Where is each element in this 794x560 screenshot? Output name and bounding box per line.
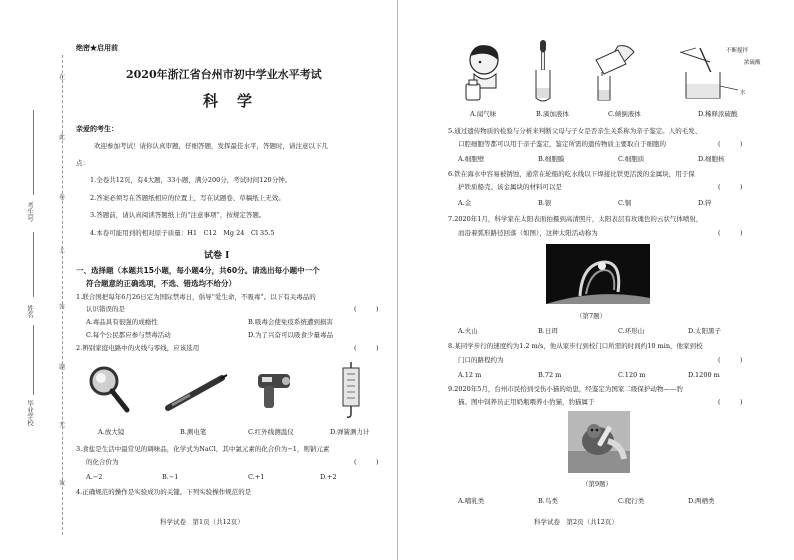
question-stem: 门口的路程约为 [458, 356, 504, 364]
option-b: B.测电笔 [180, 428, 207, 436]
margin-char: 答 [58, 304, 65, 311]
student-id-label: 考生号 [26, 202, 34, 222]
figure-caption: （第7题） [576, 312, 607, 320]
answer-paren[interactable]: ( ) [718, 229, 743, 237]
answer-paren[interactable]: ( ) [718, 356, 743, 364]
option-a: A.放大镜 [98, 428, 125, 436]
part-heading: 符合题意的正确选项，不选、错选均不给分） [86, 279, 236, 288]
subject-title: 科 学 [203, 92, 255, 110]
answer-paren[interactable]: ( ) [718, 398, 743, 406]
option-c: C.倾倒液体 [608, 110, 641, 118]
name-line[interactable] [33, 232, 34, 297]
section-title: 试卷 Ⅰ [204, 251, 230, 261]
option-b: B.鸟类 [538, 497, 558, 505]
option-a: A.金 [458, 199, 472, 207]
rule-item: 2.答案必须写在答题纸相应的位置上，写在试题卷、草稿纸上无效。 [90, 194, 285, 202]
page-footer: 科学试卷 第1页（共12页） [160, 518, 244, 526]
option-c: C.爬行类 [618, 497, 645, 505]
option-a: A.细胞壁 [458, 155, 485, 163]
greeting: 亲爱的考生： [76, 124, 118, 133]
question-stem: 护铁质船壳。该金属块的材料可以是 [458, 183, 562, 191]
question-stem: 5.通过遗传物质的检验与分析来判断父母与子女是否亲生关系称为亲子鉴定。人的毛发、 [448, 127, 702, 135]
question-stem: 4.正确规范的操作是实验成功的关键。下列实验操作规范的是 [76, 488, 252, 496]
option-c: C.红外线测温仪 [248, 428, 294, 436]
option-a: A.闻气味 [470, 110, 497, 118]
question-stem: 2.辨别家庭电路中的火线与零线，应该选用 [76, 344, 200, 352]
option-a: A.−2 [86, 473, 103, 481]
option-a: A.火山 [458, 327, 478, 335]
magnifier-image [84, 365, 132, 415]
option-c: C.每个公民都应参与禁毒活动 [86, 331, 171, 339]
margin-char: 在 [58, 74, 65, 81]
secret-label: 绝密★启用前 [76, 43, 118, 52]
figure-caption: （第9题） [582, 480, 613, 488]
question-stem: 口腔细胞等都可以用于亲子鉴定，鉴定所需的遗传物质主要取自于细胞的 [458, 140, 666, 148]
option-a: A.毒品具有很强的成瘾性 [86, 318, 158, 326]
option-b: B.银 [538, 199, 552, 207]
option-c: C.细胞质 [618, 155, 645, 163]
pour-liquid-image [588, 42, 642, 102]
option-d: D.弹簧测力计 [330, 428, 370, 436]
exam-title: 2020年浙江省台州市初中学业水平考试 [126, 68, 322, 81]
option-d: D.细胞核 [698, 155, 725, 163]
intro-text: 欢迎参加考试！请你认真审题，仔细答题，发挥最佳水平，答题时，请注意以下几 [94, 142, 328, 150]
part-heading: 一、选择题（本题共15小题，每小题4分，共60分。请选出每小题中一个 [76, 266, 320, 275]
option-d: D.太阳黑子 [688, 327, 722, 335]
question-stem: 1.联合国把每年6月26日定为国际禁毒日，倡导“爱生命，不吸毒”。以下有关毒品的 [76, 293, 316, 301]
option-b: B.吸毒会使免疫系统遭到损害 [248, 318, 333, 326]
exam-page-2 [397, 0, 794, 560]
dropper-image [530, 40, 556, 104]
page-footer: 科学试卷 第2页（共12页） [534, 518, 618, 526]
leopard-cat-photo [568, 411, 630, 473]
school-label: 毕业学校 [26, 400, 34, 426]
test-pen-image [164, 372, 228, 412]
infrared-thermometer-image [250, 368, 296, 414]
option-d: D.稀释浓硫酸 [698, 110, 738, 118]
binding-line [62, 55, 63, 535]
spring-scale-image [338, 362, 364, 420]
option-b: B.细胞膜 [538, 155, 565, 163]
intro-text: 点： [76, 159, 89, 167]
question-stem: 6.铁在海水中容易被锈蚀，通常在轮船的吃水线以下焊接比铁更活泼的金属块，用于保 [448, 170, 695, 178]
option-c: C.+1 [248, 473, 265, 481]
margin-char: 效 [58, 480, 65, 487]
answer-paren[interactable]: ( ) [354, 305, 379, 313]
margin-char: 题 [58, 364, 65, 371]
option-b: B.72 m [538, 371, 562, 379]
option-c: C.120 m [618, 371, 646, 379]
option-a: A.12 m [458, 371, 482, 379]
smell-gas-image [460, 40, 506, 102]
question-stem: 认识错误的是 [86, 305, 125, 313]
stir-label: 不断搅拌 [726, 48, 749, 54]
option-d: D.1200 m [688, 371, 720, 379]
question-stem: 3.食盐是生活中最常见的调味品，化学式为NaCl，其中氯元素的化合价为−1，则钠元素 [76, 445, 330, 453]
acid-label: 浓硫酸 [744, 60, 761, 66]
question-stem: 猫。图中饲养员正用奶瓶喂养小豹猫，豹猫属于 [458, 398, 595, 406]
question-stem: 7.2020年1月，科学家在太阳表面拍摄到高清照片，太阳表层有玫瑰色的云状气体喷射， [448, 215, 703, 223]
water-label: 水 [740, 90, 746, 96]
option-d: D.两栖类 [688, 497, 715, 505]
question-stem: 8.某同学步行的速度约为1.2 m/s，他从家步行到校门口所需的时间约10 min，他家到校 [448, 342, 703, 350]
option-d: D.为了兴奋可以吸食少量毒品 [248, 331, 334, 339]
option-d: D.+2 [320, 473, 337, 481]
option-c: C.环形山 [618, 327, 645, 335]
rule-item: 1.全卷共12页，有4大题，33小题，满分200分，考试时间120分钟。 [90, 176, 292, 184]
school-line[interactable] [33, 325, 34, 395]
margin-char: 卷 [58, 194, 65, 201]
answer-paren[interactable]: ( ) [718, 140, 743, 148]
rule-item: 4.本卷可能用到的相对原子质量：H1 C12 Mg 24 Cl 35.5 [90, 229, 275, 237]
answer-paren[interactable]: ( ) [354, 344, 379, 352]
option-b: B.滴加液体 [536, 110, 569, 118]
margin-char: 此 [58, 134, 65, 141]
rule-item: 3.答题前，请认真阅读答题纸上的“注意事项”，按规定答题。 [90, 211, 266, 219]
option-a: A.哺乳类 [458, 497, 485, 505]
question-stem: 而沿着弧形路径回落（如图），这种太阳活动称为 [458, 229, 598, 237]
margin-char: 无 [58, 422, 65, 429]
question-stem: 的化合价为 [86, 458, 119, 466]
option-b: B.日珥 [538, 327, 558, 335]
solar-prominence-photo [546, 244, 650, 304]
option-c: C.铜 [618, 199, 632, 207]
margin-char: 上 [58, 247, 65, 254]
option-b: B.−1 [162, 473, 179, 481]
question-stem: 9.2020年5月，台州市民拾到受伤小猫的幼崽，经鉴定为国家二级保护动物——豹 [448, 385, 683, 393]
answer-paren[interactable]: ( ) [718, 183, 743, 191]
name-label: 姓名 [26, 305, 34, 318]
student-id-line[interactable] [33, 110, 34, 195]
option-d: D.锌 [698, 199, 712, 207]
answer-paren[interactable]: ( ) [354, 458, 379, 466]
